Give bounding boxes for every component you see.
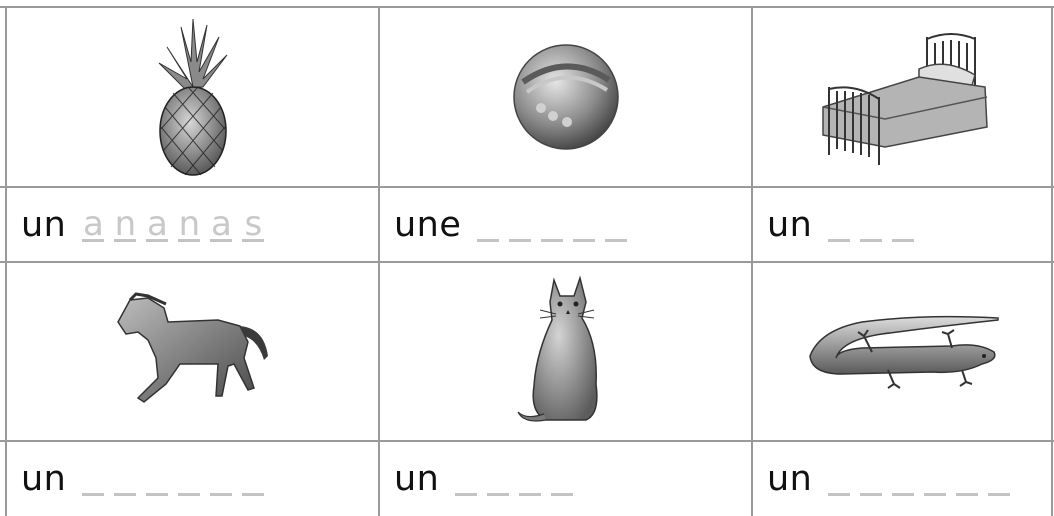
article-word: un bbox=[767, 459, 813, 499]
article-word: un bbox=[21, 459, 67, 499]
letter-blank[interactable] bbox=[242, 203, 264, 244]
letter-blank[interactable] bbox=[210, 203, 232, 244]
picture-cell-lizard bbox=[753, 263, 1051, 440]
article-word: un bbox=[767, 204, 813, 245]
answer-cell-4 bbox=[7, 442, 378, 516]
letter-blank[interactable] bbox=[519, 463, 541, 496]
bed-icon bbox=[815, 27, 990, 167]
letter-blank[interactable] bbox=[146, 463, 168, 496]
ball-icon bbox=[511, 42, 621, 152]
letter-blank[interactable] bbox=[956, 463, 978, 496]
letter-blank[interactable] bbox=[551, 463, 573, 496]
letter-blanks[interactable] bbox=[828, 208, 924, 242]
picture-cell-pineapple bbox=[7, 8, 378, 186]
traced-letter: s bbox=[244, 203, 263, 244]
picture-cell-horse bbox=[7, 263, 378, 440]
pineapple-icon bbox=[153, 17, 233, 177]
picture-cell-ball bbox=[380, 8, 751, 186]
letter-blanks[interactable] bbox=[455, 462, 583, 496]
answer-cell-6 bbox=[753, 442, 1051, 516]
letter-blank[interactable] bbox=[477, 209, 499, 242]
grid-line bbox=[1051, 6, 1053, 516]
answer-cell-2 bbox=[380, 188, 751, 261]
letter-blank[interactable] bbox=[828, 209, 850, 242]
letter-blank[interactable] bbox=[487, 463, 509, 496]
picture-cell-bed bbox=[753, 8, 1051, 186]
traced-letter: n bbox=[178, 203, 201, 244]
letter-blank[interactable] bbox=[114, 203, 137, 244]
letter-blank[interactable] bbox=[605, 209, 627, 242]
letter-blank[interactable] bbox=[541, 209, 563, 242]
article-word: un bbox=[394, 459, 440, 499]
letter-blank[interactable] bbox=[860, 463, 882, 496]
answer-cell-3 bbox=[753, 188, 1051, 261]
letter-blank[interactable] bbox=[114, 463, 136, 496]
letter-blank[interactable] bbox=[860, 209, 882, 242]
letter-blank[interactable] bbox=[82, 203, 104, 244]
letter-blank[interactable] bbox=[82, 463, 104, 496]
traced-letter: a bbox=[82, 203, 104, 244]
letter-blanks[interactable] bbox=[477, 208, 637, 242]
traced-letter: a bbox=[210, 203, 232, 244]
picture-cell-cat bbox=[380, 263, 751, 440]
article-word: une bbox=[394, 204, 462, 245]
lizard-icon bbox=[802, 312, 1002, 392]
letter-blank[interactable] bbox=[178, 463, 200, 496]
traced-letter: a bbox=[146, 203, 168, 244]
letter-blank[interactable] bbox=[988, 463, 1010, 496]
letter-blank[interactable] bbox=[509, 209, 531, 242]
answer-cell-5 bbox=[380, 442, 751, 516]
letter-blank[interactable] bbox=[892, 463, 914, 496]
letter-blank[interactable] bbox=[828, 463, 850, 496]
answer-cell-1 bbox=[7, 188, 378, 261]
letter-blank[interactable] bbox=[146, 203, 168, 244]
letter-blank[interactable] bbox=[242, 463, 264, 496]
letter-blank[interactable] bbox=[178, 203, 201, 244]
letter-blanks[interactable] bbox=[82, 462, 274, 496]
letter-blank[interactable] bbox=[573, 209, 595, 242]
letter-blank[interactable] bbox=[924, 463, 946, 496]
letter-blank[interactable] bbox=[892, 209, 914, 242]
letter-blank[interactable] bbox=[455, 463, 477, 496]
horse-icon bbox=[108, 292, 278, 412]
traced-letter: n bbox=[114, 203, 137, 244]
letter-blanks[interactable] bbox=[82, 203, 274, 244]
letter-blank[interactable] bbox=[210, 463, 232, 496]
cat-icon bbox=[516, 274, 616, 429]
letter-blanks[interactable] bbox=[828, 462, 1020, 496]
article-word: un bbox=[21, 204, 67, 245]
